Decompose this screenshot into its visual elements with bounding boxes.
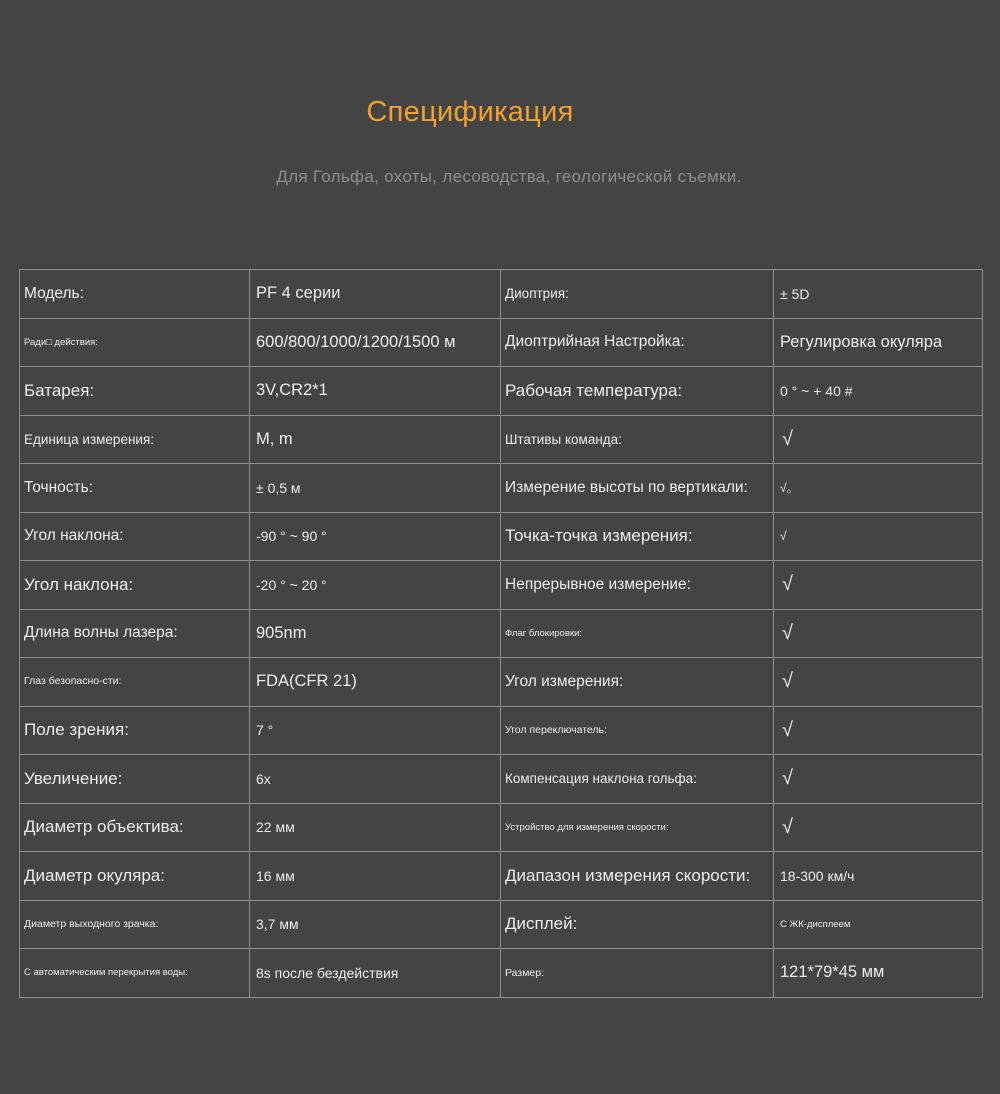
spec-label: Угол наклона: — [20, 561, 250, 610]
spec-value: Регулировка окуляра — [774, 318, 983, 367]
spec-label: Устройство для измерения скорости: — [501, 803, 774, 852]
spec-value: 22 мм — [250, 803, 501, 852]
spec-label: Флаг блокировки: — [501, 609, 774, 658]
spec-value: 600/800/1000/1200/1500 м — [250, 318, 501, 367]
table-row — [20, 706, 983, 755]
table-row — [20, 415, 983, 464]
spec-value: M, m — [250, 415, 501, 464]
spec-value: 8s после бездействия — [250, 949, 501, 998]
spec-label: Диоптрийная Настройка: — [501, 318, 774, 367]
spec-label: Диаметр выходного зрачка: — [20, 900, 250, 949]
spec-value: 6x — [250, 755, 501, 804]
spec-label: Дисплей: — [501, 900, 774, 949]
spec-label: Модель: — [20, 270, 250, 319]
spec-label: С автоматическим перекрытия воды: — [20, 949, 250, 998]
check-icon: √ — [774, 658, 983, 707]
spec-label: Непрерывное измерение: — [501, 561, 774, 610]
spec-value: 3,7 мм — [250, 900, 501, 949]
spec-table — [19, 269, 983, 998]
spec-label: Диаметр объектива: — [20, 803, 250, 852]
spec-value: 121*79*45 мм — [774, 949, 983, 998]
spec-label: Длина волны лазера: — [20, 609, 250, 658]
spec-label: Диоптрия: — [501, 270, 774, 319]
table-row — [20, 755, 983, 804]
spec-label: Поле зрения: — [20, 706, 250, 755]
spec-value: ± 5D — [774, 270, 983, 319]
spec-label: Точка-точка измерения: — [501, 512, 774, 561]
spec-label: Угол переключатель: — [501, 706, 774, 755]
spec-label: Диапазон измерения скорости: — [501, 852, 774, 901]
table-row — [20, 609, 983, 658]
check-icon: √ — [774, 512, 983, 561]
spec-label: Размер: — [501, 949, 774, 998]
spec-label: Глаз безопасно-сти: — [20, 658, 250, 707]
spec-label: Штативы команда: — [501, 415, 774, 464]
table-row — [20, 512, 983, 561]
table-row — [20, 658, 983, 707]
spec-label: Угол измерения: — [501, 658, 774, 707]
table-row — [20, 852, 983, 901]
table-row — [20, 561, 983, 610]
spec-value: 905nm — [250, 609, 501, 658]
check-icon: √ — [774, 803, 983, 852]
spec-value: FDA(CFR 21) — [250, 658, 501, 707]
spec-value: 18-300 км/ч — [774, 852, 983, 901]
spec-value: -20 ° ~ 20 ° — [250, 561, 501, 610]
spec-value: PF 4 серии — [250, 270, 501, 319]
spec-value: -90 ° ~ 90 ° — [250, 512, 501, 561]
check-icon: √ — [774, 706, 983, 755]
table-row — [20, 464, 983, 513]
spec-label: Единица измерения: — [20, 415, 250, 464]
spec-label: Диаметр окуляра: — [20, 852, 250, 901]
check-icon: √。 — [774, 464, 983, 513]
spec-label: Увеличение: — [20, 755, 250, 804]
spec-label: Точность: — [20, 464, 250, 513]
table-row — [20, 270, 983, 319]
check-icon: √ — [774, 561, 983, 610]
page-subtitle: Для Гольфа, охоты, лесоводства, геологической съемки. — [276, 167, 742, 186]
spec-label: Ради□ действия: — [20, 318, 250, 367]
table-row — [20, 900, 983, 949]
table-row — [20, 803, 983, 852]
table-row — [20, 949, 983, 998]
page-title: Спецификация — [366, 96, 574, 128]
spec-label: Рабочая температура: — [501, 367, 774, 416]
spec-value: 16 мм — [250, 852, 501, 901]
spec-label: Измерение высоты по вертикали: — [501, 464, 774, 513]
spec-value: 3V,CR2*1 — [250, 367, 501, 416]
spec-label: Угол наклона: — [20, 512, 250, 561]
check-icon: √ — [774, 609, 983, 658]
check-icon: √ — [774, 415, 983, 464]
table-row — [20, 318, 983, 367]
spec-value: С ЖК-дисплеем — [774, 900, 983, 949]
spec-value: ± 0,5 м — [250, 464, 501, 513]
table-row — [20, 367, 983, 416]
check-icon: √ — [774, 755, 983, 804]
spec-label: Батарея: — [20, 367, 250, 416]
spec-value: 0 ° ~ + 40 # — [774, 367, 983, 416]
spec-label: Компенсация наклона гольфа: — [501, 755, 774, 804]
spec-value: 7 ° — [250, 706, 501, 755]
